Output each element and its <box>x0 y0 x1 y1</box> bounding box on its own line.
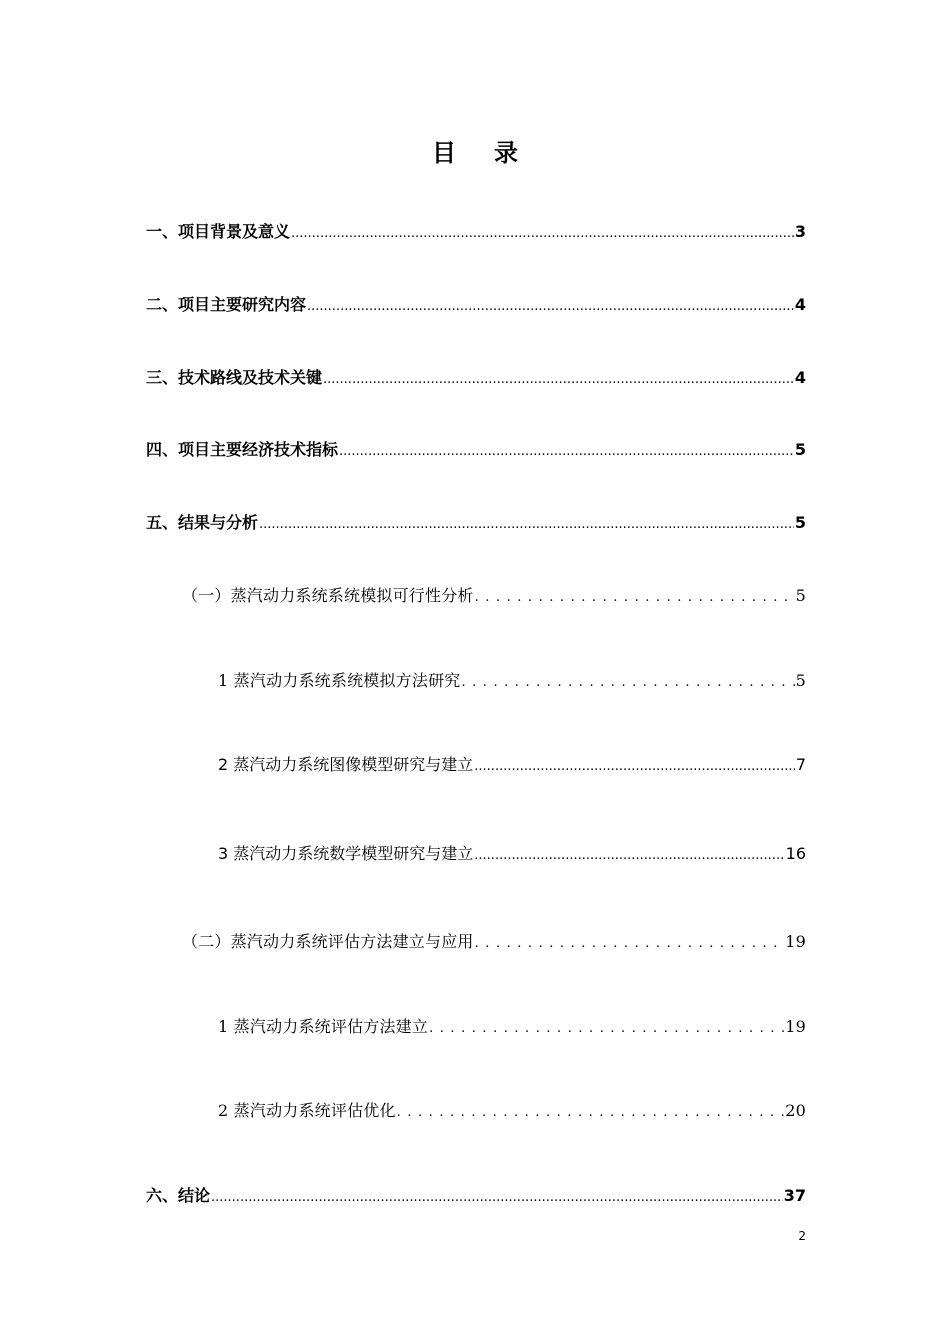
toc-entry[interactable] <box>218 841 806 864</box>
toc-entry-label: 1 蒸汽动力系统评估方法建立 <box>218 1017 429 1036</box>
toc-leader <box>291 227 794 240</box>
toc-entry-page: 5 <box>794 513 806 532</box>
toc-leader <box>474 849 784 862</box>
toc-title <box>0 133 950 168</box>
toc-title-char-2: 录 <box>494 139 518 167</box>
toc-leader <box>474 760 795 773</box>
toc-leader <box>429 1022 784 1035</box>
toc-entry-label: （二）蒸汽动力系统评估方法建立与应用 <box>182 932 474 951</box>
toc-entry[interactable] <box>218 1098 806 1121</box>
toc-leader <box>397 1106 785 1119</box>
toc-entry-label: 二、项目主要研究内容 <box>146 295 307 314</box>
toc-entry-page: 4 <box>794 295 806 314</box>
toc-entry[interactable] <box>218 668 806 691</box>
toc-entry-page: 4 <box>794 368 806 387</box>
toc-entry-label: 1 蒸汽动力系统系统模拟方法研究 <box>218 671 461 690</box>
toc-entry[interactable] <box>182 929 806 952</box>
page-number: 2 <box>798 1229 806 1243</box>
toc-title-char-1: 目 <box>432 139 456 167</box>
toc-entry[interactable] <box>218 752 806 775</box>
toc-entry-page: 16 <box>785 844 806 863</box>
toc-entry-label: 一、项目背景及意义 <box>146 222 291 241</box>
toc-leader <box>339 445 794 458</box>
toc-entry[interactable] <box>146 292 806 315</box>
toc-leader <box>211 1191 783 1204</box>
toc-entry[interactable] <box>146 219 806 242</box>
toc-leader <box>259 518 794 531</box>
toc-entry-label: 2 蒸汽动力系统评估优化 <box>218 1101 396 1120</box>
toc-entry-page: 5 <box>794 440 806 459</box>
toc-entry-label: （一）蒸汽动力系统系统模拟可行性分析 <box>182 586 474 605</box>
toc-entry[interactable] <box>146 437 806 460</box>
toc-leader <box>307 300 794 313</box>
toc-leader <box>475 591 795 604</box>
toc-entry[interactable] <box>146 510 806 533</box>
toc-entry-label: 三、技术路线及技术关键 <box>146 368 323 387</box>
toc-entry-page: 5 <box>795 671 806 690</box>
toc-entry-label: 3 蒸汽动力系统数学模型研究与建立 <box>218 844 474 863</box>
toc-entry-page: 19 <box>785 932 806 951</box>
toc-entry[interactable] <box>146 1183 806 1206</box>
toc-entry-page: 3 <box>794 222 806 241</box>
toc-entry-page: 5 <box>795 586 806 605</box>
toc-entry-label: 五、结果与分析 <box>146 513 259 532</box>
toc-leader <box>461 676 794 689</box>
toc-entry-page: 19 <box>785 1017 806 1036</box>
toc-entry[interactable] <box>182 583 806 606</box>
toc-leader <box>323 373 794 386</box>
toc-entry[interactable] <box>218 1014 806 1037</box>
toc-entry[interactable] <box>146 365 806 388</box>
toc-leader <box>475 937 785 950</box>
toc-entry-page: 37 <box>783 1186 806 1205</box>
toc-entry-label: 2 蒸汽动力系统图像模型研究与建立 <box>218 755 474 774</box>
toc-entry-page: 20 <box>785 1101 806 1120</box>
toc-entry-label: 四、项目主要经济技术指标 <box>146 440 339 459</box>
toc-entry-page: 7 <box>795 755 806 774</box>
toc-entry-label: 六、结论 <box>146 1186 211 1205</box>
